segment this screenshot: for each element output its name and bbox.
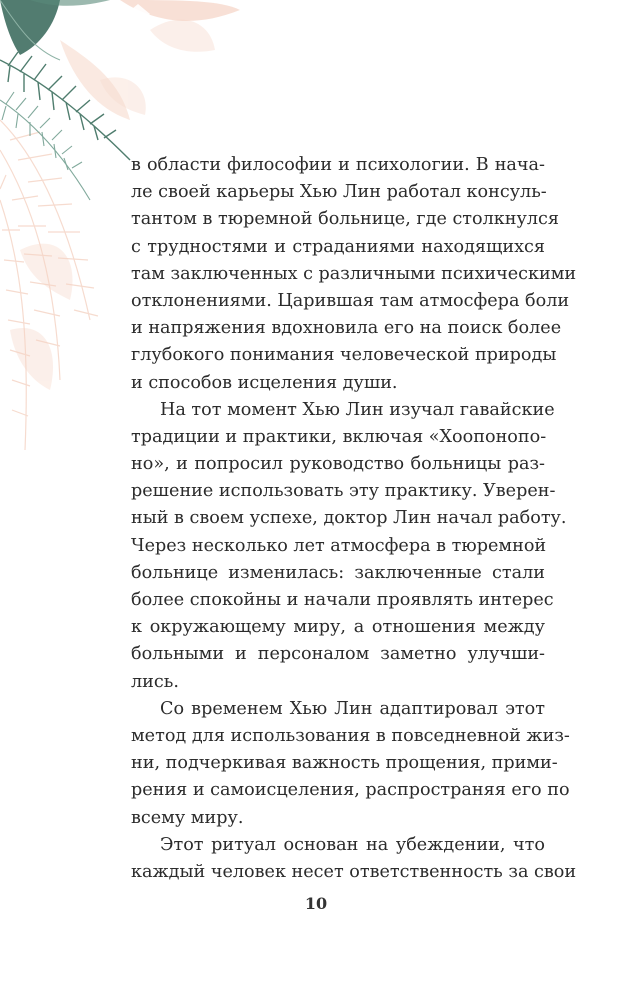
text-line: Со временем Хью Лин адаптировал этот	[160, 698, 545, 719]
body-text	[131, 152, 577, 886]
text-line: к окружающему миру, а отношения между	[131, 617, 545, 638]
text-line: решение использовать эту практику. Уверен-	[131, 481, 556, 502]
page-number: 10	[304, 894, 328, 913]
text-line: Этот ритуал основан на убеждении, что	[160, 834, 545, 855]
text-line: На тот момент Хью Лин изучал гавайские	[160, 399, 555, 420]
text-line: лись.	[131, 671, 179, 692]
text-line: всему миру.	[131, 807, 244, 828]
text-line: больными и персоналом заметно улучши-	[131, 644, 545, 665]
text-line: каждый человек несет ответственность за свои	[131, 861, 577, 882]
text-line: больнице изменилась: заключенные стали	[131, 562, 545, 583]
text-line: метод для использования в повседневной жиз-	[131, 725, 570, 746]
text-line: но», и попросил руководство больницы раз-	[131, 454, 545, 475]
text-line: традиции и практики, включая «Хоопонопо-	[131, 426, 547, 447]
text-line: там заключенных с различными психическими	[131, 263, 577, 284]
text-line: ле своей карьеры Хью Лин работал консуль-	[131, 182, 547, 203]
text-line: Через несколько лет атмосфера в тюремной	[131, 535, 547, 556]
text-line: и напряжения вдохновила его на поиск более	[131, 318, 562, 339]
text-line: более спокойны и начали проявлять интерес	[131, 590, 554, 610]
text-line: и способов исцеления души.	[131, 372, 398, 393]
text-line: ный в своем успехе, доктор Лин начал работу.	[131, 508, 567, 529]
text-line: рения и самоисцеления, распространяя его по	[131, 780, 570, 801]
text-line: ни, подчеркивая важность прощения, прими-	[131, 753, 558, 774]
text-line: тантом в тюремной больнице, где столкнулся	[131, 209, 560, 230]
text-line: отклонениями. Царившая там атмосфера боли	[131, 290, 570, 311]
text-line: с трудностями и страданиями находящихся	[131, 236, 545, 257]
text-line: в области философии и психологии. В нача-	[131, 155, 545, 175]
text-line: глубокого понимания человеческой природы	[131, 345, 557, 366]
